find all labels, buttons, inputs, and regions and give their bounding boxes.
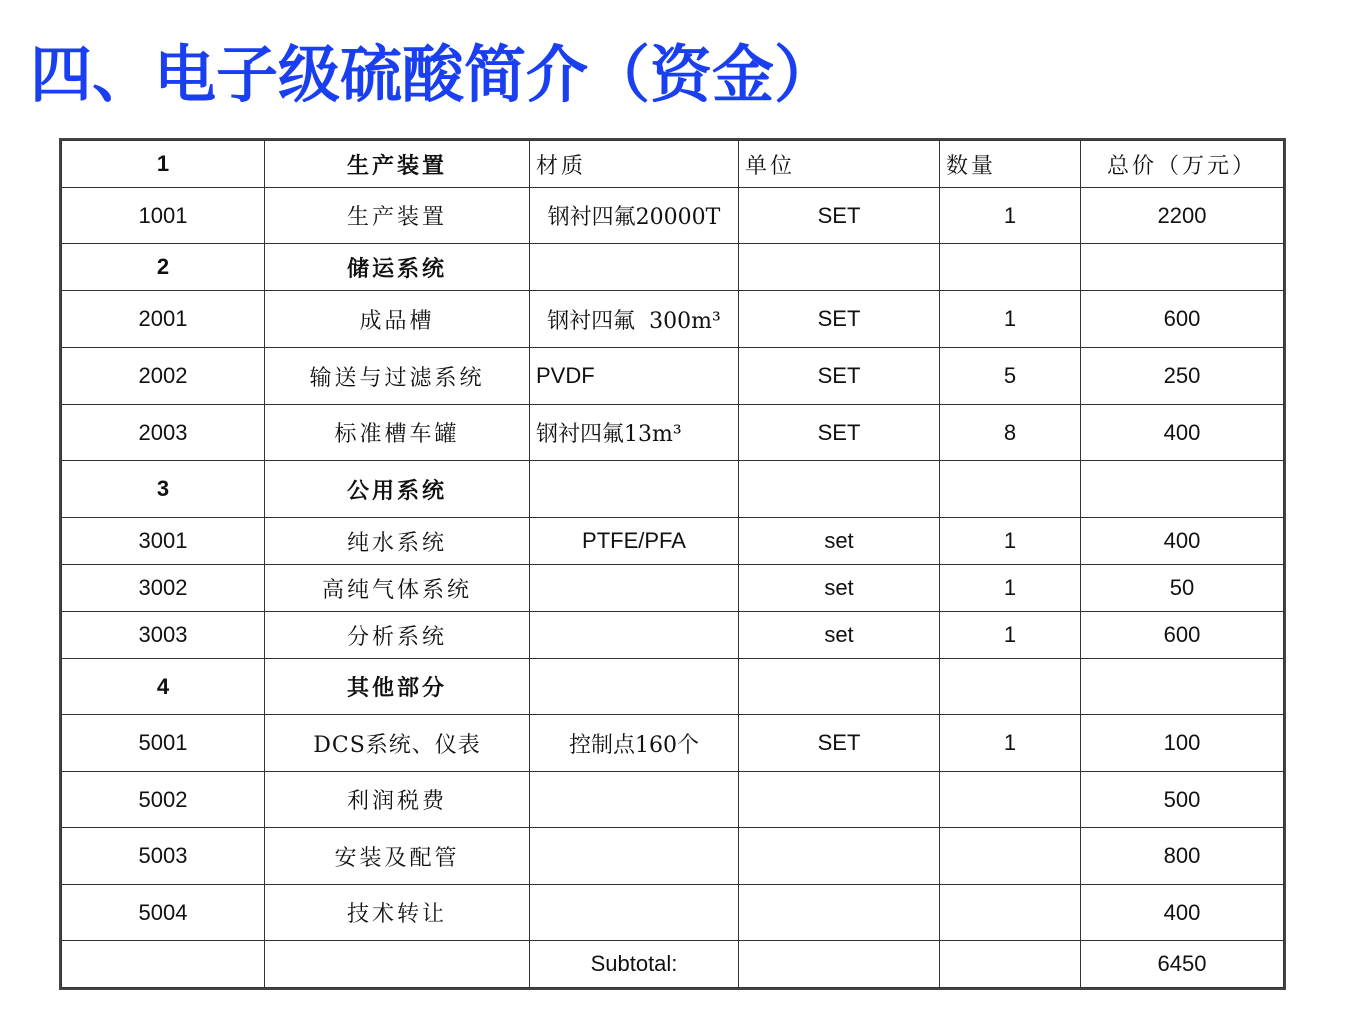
row-total <box>1081 244 1284 291</box>
row-unit <box>739 659 940 715</box>
row-unit: SET <box>739 291 940 348</box>
row-qty: 1 <box>940 188 1081 244</box>
table-row <box>62 885 1284 941</box>
row-item: 技术转让 <box>265 885 530 941</box>
row-no: 5002 <box>62 772 265 828</box>
row-unit <box>739 244 940 291</box>
group-row <box>62 659 1284 715</box>
subtotal-row <box>62 941 1284 988</box>
row-item: 储运系统 <box>265 244 530 291</box>
row-material: 钢衬四氟20000T <box>530 188 739 244</box>
cost-table-frame <box>59 138 1286 990</box>
row-material <box>530 461 739 518</box>
row-unit <box>739 772 940 828</box>
row-no: 1001 <box>62 188 265 244</box>
row-total <box>1081 461 1284 518</box>
row-unit: set <box>739 612 940 659</box>
row-item: DCS系统、仪表 <box>265 715 530 772</box>
row-total <box>1081 659 1284 715</box>
row-item: 利润税费 <box>265 772 530 828</box>
row-item: 生产装置 <box>265 188 530 244</box>
row-material <box>530 659 739 715</box>
row-qty <box>940 885 1081 941</box>
row-material: PVDF <box>530 348 739 405</box>
header-material: 材质 <box>530 141 739 188</box>
row-total: 2200 <box>1081 188 1284 244</box>
row-unit: SET <box>739 405 940 461</box>
row-total: 600 <box>1081 612 1284 659</box>
row-unit: set <box>739 565 940 612</box>
subtotal-empty-cell <box>739 941 940 988</box>
row-item: 标准槽车罐 <box>265 405 530 461</box>
row-no: 3 <box>62 461 265 518</box>
row-material <box>530 244 739 291</box>
row-unit: set <box>739 518 940 565</box>
row-item: 高纯气体系统 <box>265 565 530 612</box>
row-item: 公用系统 <box>265 461 530 518</box>
row-no: 3001 <box>62 518 265 565</box>
row-qty <box>940 244 1081 291</box>
header-no: 1 <box>62 141 265 188</box>
row-no: 2001 <box>62 291 265 348</box>
row-qty: 8 <box>940 405 1081 461</box>
row-unit <box>739 885 940 941</box>
header-unit: 单位 <box>739 141 940 188</box>
row-no: 5001 <box>62 715 265 772</box>
table-row <box>62 612 1284 659</box>
row-total: 50 <box>1081 565 1284 612</box>
row-unit: SET <box>739 715 940 772</box>
row-unit <box>739 461 940 518</box>
row-total: 400 <box>1081 885 1284 941</box>
group-row <box>62 461 1284 518</box>
row-material: 钢衬四氟 300m³ <box>530 291 739 348</box>
subtotal-empty-cell <box>940 941 1081 988</box>
subtotal-empty-cell <box>62 941 265 988</box>
row-qty <box>940 461 1081 518</box>
row-total: 100 <box>1081 715 1284 772</box>
row-no: 2003 <box>62 405 265 461</box>
row-unit: SET <box>739 348 940 405</box>
row-material <box>530 885 739 941</box>
row-material: 控制点160个 <box>530 715 739 772</box>
row-material: 钢衬四氟13m³ <box>530 405 739 461</box>
table-row <box>62 291 1284 348</box>
row-material: PTFE/PFA <box>530 518 739 565</box>
table-row <box>62 565 1284 612</box>
row-material <box>530 612 739 659</box>
row-no: 5004 <box>62 885 265 941</box>
row-item: 分析系统 <box>265 612 530 659</box>
group-row <box>62 244 1284 291</box>
row-qty: 1 <box>940 612 1081 659</box>
subtotal-empty-cell <box>265 941 530 988</box>
row-item: 成品槽 <box>265 291 530 348</box>
row-qty: 5 <box>940 348 1081 405</box>
row-total: 800 <box>1081 828 1284 885</box>
subtotal-label: Subtotal: <box>530 941 739 988</box>
row-qty: 1 <box>940 565 1081 612</box>
row-no: 2 <box>62 244 265 291</box>
row-total: 500 <box>1081 772 1284 828</box>
table-row <box>62 518 1284 565</box>
row-total: 400 <box>1081 518 1284 565</box>
row-item: 输送与过滤系统 <box>265 348 530 405</box>
header-item: 生产装置 <box>265 141 530 188</box>
table-row <box>62 348 1284 405</box>
row-qty <box>940 772 1081 828</box>
row-no: 4 <box>62 659 265 715</box>
row-qty: 1 <box>940 291 1081 348</box>
row-no: 3003 <box>62 612 265 659</box>
row-no: 2002 <box>62 348 265 405</box>
row-material <box>530 772 739 828</box>
row-no: 5003 <box>62 828 265 885</box>
row-total: 250 <box>1081 348 1284 405</box>
row-total: 600 <box>1081 291 1284 348</box>
row-qty: 1 <box>940 518 1081 565</box>
table-row <box>62 715 1284 772</box>
row-item: 纯水系统 <box>265 518 530 565</box>
row-material <box>530 828 739 885</box>
row-material <box>530 565 739 612</box>
row-qty <box>940 828 1081 885</box>
row-qty: 1 <box>940 715 1081 772</box>
header-qty: 数量 <box>940 141 1081 188</box>
row-item: 其他部分 <box>265 659 530 715</box>
header-total: 总价（万元） <box>1081 141 1284 188</box>
subtotal-value: 6450 <box>1081 941 1284 988</box>
table-row <box>62 188 1284 244</box>
table-row <box>62 772 1284 828</box>
table-header-row <box>62 141 1284 188</box>
row-item: 安装及配管 <box>265 828 530 885</box>
row-total: 400 <box>1081 405 1284 461</box>
row-no: 3002 <box>62 565 265 612</box>
row-qty <box>940 659 1081 715</box>
slide-title: 四、电子级硫酸简介（资金） <box>30 38 837 111</box>
row-unit <box>739 828 940 885</box>
cost-table <box>61 140 1284 988</box>
table-row <box>62 828 1284 885</box>
row-unit: SET <box>739 188 940 244</box>
table-row <box>62 405 1284 461</box>
